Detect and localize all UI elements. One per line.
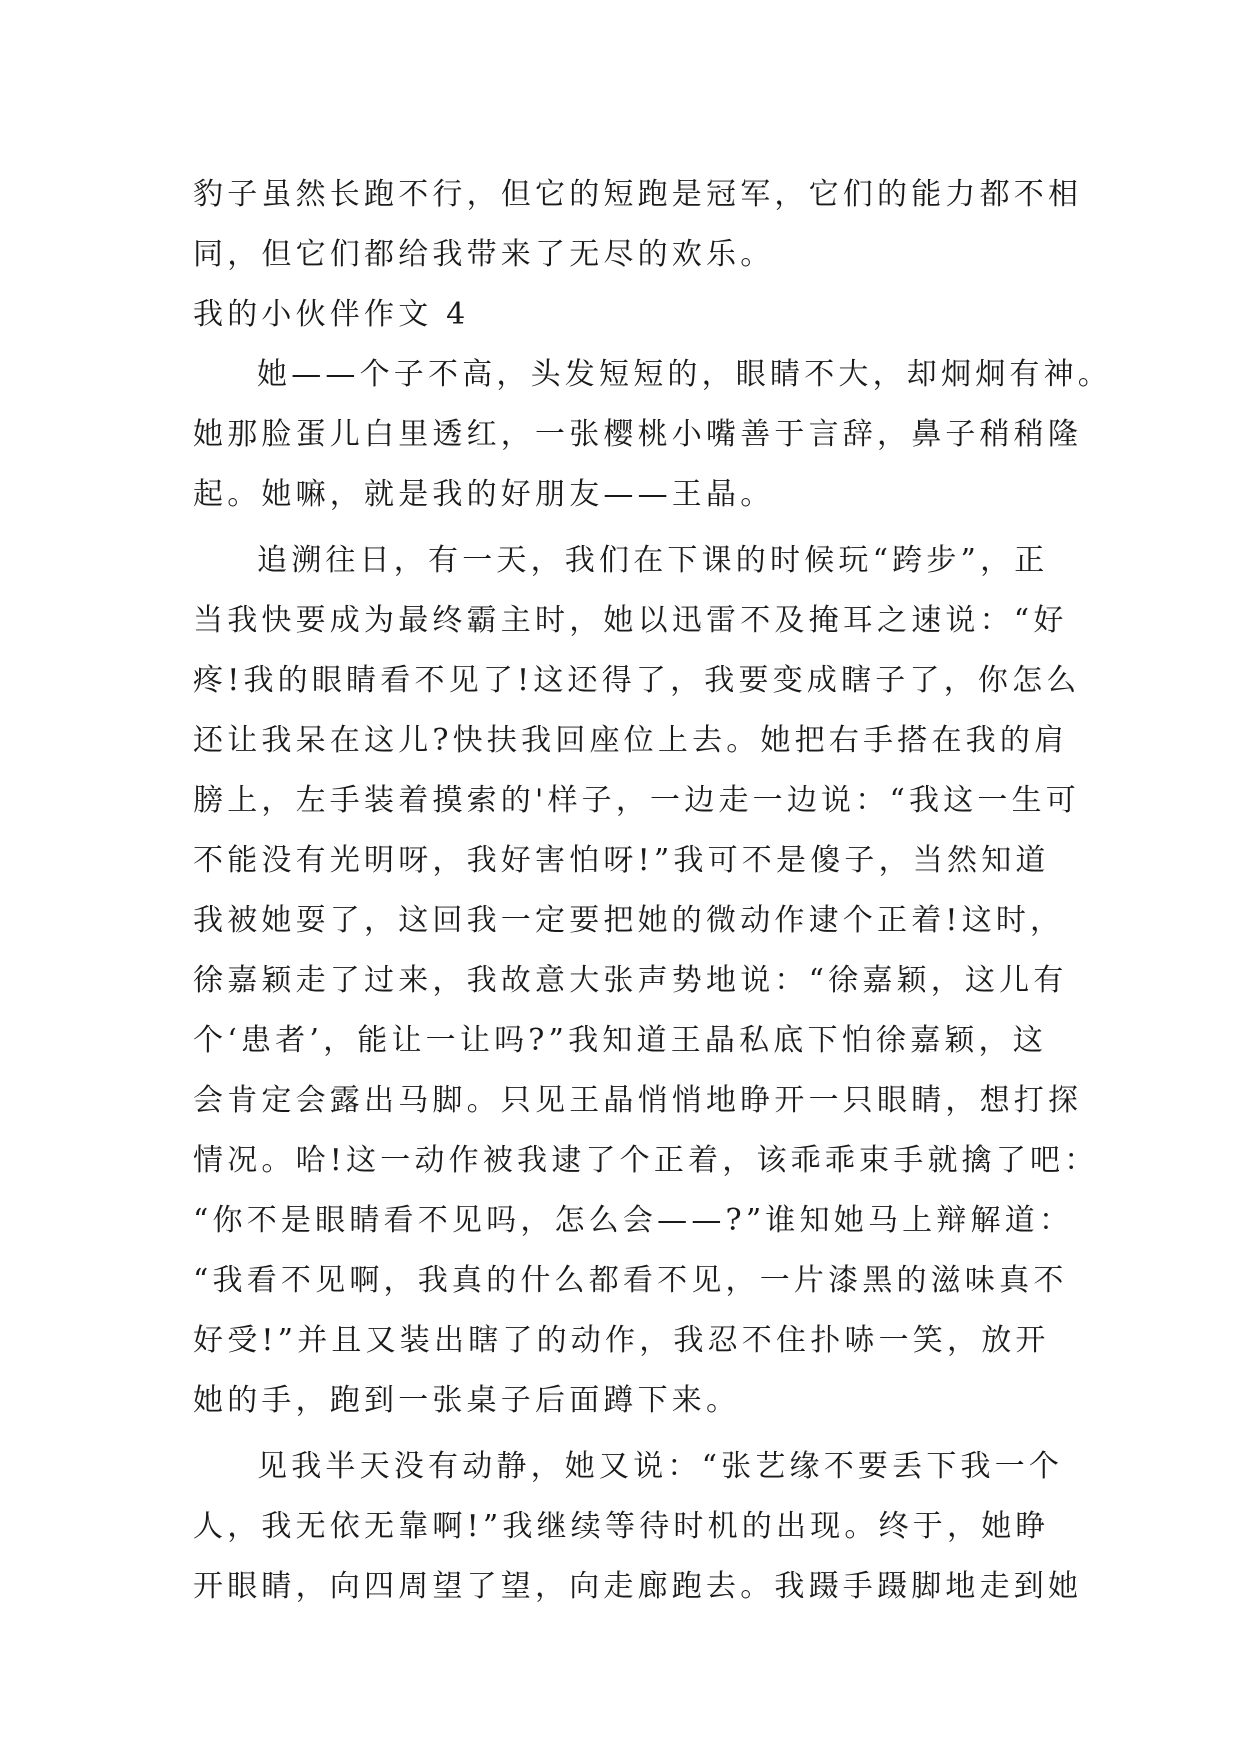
paragraph-line: 起。她嘛，就是我的好朋友——王晶。	[193, 477, 775, 512]
paragraph-line: 当我快要成为最终霸主时，她以迅雷不及掩耳之速说：“好	[193, 603, 1068, 638]
paragraph-line: 疼!我的眼睛看不见了!这还得了，我要变成瞎子了，你怎么	[193, 663, 1081, 698]
paragraph-2	[193, 531, 1099, 1431]
paragraph-line: 个‘患者’，能让一让吗?”我知道王晶私底下怕徐嘉颖，这	[193, 1023, 1047, 1058]
paragraph-line: 她的手，跑到一张桌子后面蹲下来。	[193, 1383, 741, 1418]
paragraph-line: “你不是眼睛看不见吗，怎么会——?”谁知她马上辩解道：	[193, 1203, 1074, 1238]
paragraph-line: 她——个子不高，头发短短的，眼睛不大，却炯炯有神。	[257, 357, 1112, 392]
document-page	[193, 165, 1112, 1617]
paragraph-line: 膀上，左手装着摸索的'样子，一边走一边说：“我这一生可	[193, 783, 1080, 818]
paragraph-line: 见我半天没有动静，她又说：“张艺缘不要丢下我一个	[257, 1449, 1064, 1484]
paragraph-line: 追溯往日，有一天，我们在下课的时候玩“跨步”，正	[257, 543, 1049, 578]
paragraph-line: 人，我无依无靠啊!”我继续等待时机的出现。终于，她睁	[193, 1509, 1050, 1544]
paragraph-1	[193, 345, 1112, 525]
intro-line: 同，但它们都给我带来了无尽的欢乐。	[193, 237, 775, 272]
section-heading: 我的小伙伴作文 4	[193, 297, 470, 332]
paragraph-line: 情况。哈!这一动作被我逮了个正着，该乖乖束手就擒了吧：	[193, 1143, 1099, 1178]
paragraph-line: 她那脸蛋儿白里透红，一张樱桃小嘴善于言辞，鼻子稍稍隆	[193, 417, 1083, 452]
paragraph-line: “我看不见啊，我真的什么都看不见，一片漆黑的滋味真不	[193, 1263, 1068, 1298]
paragraph-3	[193, 1437, 1083, 1617]
paragraph-line: 还让我呆在这儿?快扶我回座位上去。她把右手搭在我的肩	[193, 723, 1069, 758]
paragraph-line: 会肯定会露出马脚。只见王晶悄悄地睁开一只眼睛，想打探	[193, 1083, 1083, 1118]
paragraph-line: 我被她耍了，这回我一定要把她的微动作逮个正着!这时，	[193, 903, 1065, 938]
paragraph-line: 徐嘉颖走了过来，我故意大张声势地说：“徐嘉颖，这儿有	[193, 963, 1068, 998]
paragraph-line: 不能没有光明呀，我好害怕呀!”我可不是傻子，当然知道	[193, 843, 1050, 878]
paragraph-line: 开眼睛，向四周望了望，向走廊跑去。我蹑手蹑脚地走到她	[193, 1569, 1083, 1604]
paragraph-line: 好受!”并且又装出瞎了的动作，我忍不住扑哧一笑，放开	[193, 1323, 1050, 1358]
intro-line: 豹子虽然长跑不行，但它的短跑是冠军，它们的能力都不相	[193, 177, 1083, 212]
